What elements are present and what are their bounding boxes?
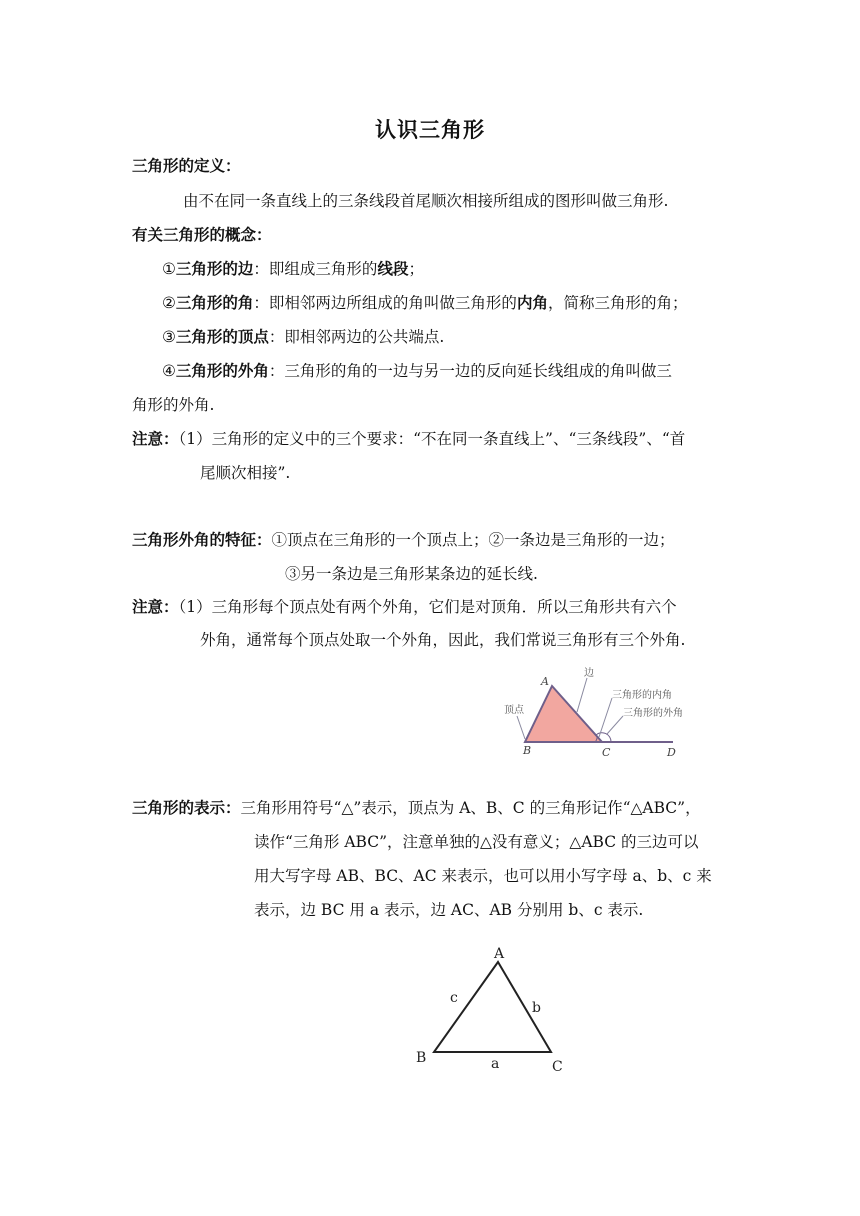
label-exterior-angle: 三角形的外角 [623,708,683,719]
concept-text: ：即组成三角形的 [253,260,378,278]
item-number: ④ [162,362,176,380]
side-c-label: c [450,990,458,1006]
concept-item-4 [162,361,672,381]
concept-bold: 内角 [516,293,548,312]
notation-line-1 [132,798,701,818]
concepts-heading: 有关三角形的概念： [132,225,272,244]
note-label: 注意： [132,429,179,448]
vertex-b-label: B [416,1050,427,1066]
concept-text-end: ，简称三角形的角； [547,294,688,312]
item-number: ① [162,260,176,278]
definition-text: 由不在同一条直线上的三条线段首尾顺次相接所组成的图形叫做三角形. [183,192,669,210]
point-c-label: C [602,746,611,759]
side-a-label: a [491,1056,500,1072]
concept-term: 三角形的顶点 [175,327,269,346]
concept-item-4-cont: 角形的外角. [132,396,215,414]
exterior-text: ①顶点在三角形的一个顶点上；②一条边是三角形的一边； [271,531,675,549]
concept-text: ：即相邻两边所组成的角叫做三角形的 [253,294,517,312]
concept-term: 三角形的外角 [175,361,269,380]
exterior-angle-figure [495,664,695,764]
concept-item-2 [162,293,687,313]
definition-heading: 三角形的定义： [132,156,241,175]
note-text: （1）三角形的定义中的三个要求：“不在同一条直线上”、“三条线段”、“首 [178,430,686,448]
label-vertex: 顶点 [504,705,524,716]
note-label: 注意： [132,597,179,616]
vertex-c-label: C [552,1059,563,1075]
item-number: ② [162,294,176,312]
concept-item-3 [162,327,444,347]
label-interior-angle: 三角形的内角 [612,690,672,701]
notation-line-2: 读作“三角形 ABC”，注意单独的△没有意义；△ABC 的三边可以 [254,833,699,851]
notation-line-4: 表示，边 BC 用 a 表示，边 AC、AB 分别用 b、c 表示. [254,901,644,919]
label-side: 边 [584,668,594,679]
side-b-label: b [532,1000,541,1016]
concept-text: ：三角形的角的一边与另一边的反向延长线组成的角叫做三 [268,362,672,380]
vertex-a-label: A [494,946,505,962]
concept-term: 三角形的角 [175,293,254,312]
concept-item-1 [162,259,424,279]
triangle-shape [525,686,602,742]
exterior-line-2: ③另一条边是三角形某条边的延长线. [285,565,538,583]
side-pointer [577,678,587,712]
exterior-heading: 三角形外角的特征： [132,530,272,549]
point-d-label: D [667,746,676,759]
note-1-line-2: 尾顺次相接”. [200,464,291,482]
triangle-abc-figure [410,940,580,1080]
concept-term: 三角形的边 [175,259,254,278]
note-text: （1）三角形每个顶点处有两个外角，它们是对顶角．所以三角形共有六个 [178,598,677,616]
concept-text: ：即相邻两边的公共端点. [268,328,445,346]
point-b-label: B [523,744,532,757]
notation-text: 三角形用符号“△”表示，顶点为 A、B、C 的三角形记作“△ABC”， [240,799,701,817]
note-2-line-2: 外角，通常每个顶点处取一个外角，因此，我们常说三角形有三个外角. [200,631,686,649]
vertex-pointer [517,716,525,739]
notation-line-3: 用大写字母 AB、BC、AC 来表示，也可以用小写字母 a、b、c 来 [254,867,712,885]
note-2-line-1 [132,597,677,617]
item-number: ③ [162,328,176,346]
notation-heading: 三角形的表示： [132,798,241,817]
exterior-pointer [607,716,623,734]
note-1-line-1 [132,429,685,449]
page-title: 认识三角形 [375,117,485,142]
concept-text-end: ； [408,260,424,278]
exterior-line-1 [132,530,675,550]
concept-bold: 线段 [377,259,409,278]
point-a-label: A [541,675,549,688]
